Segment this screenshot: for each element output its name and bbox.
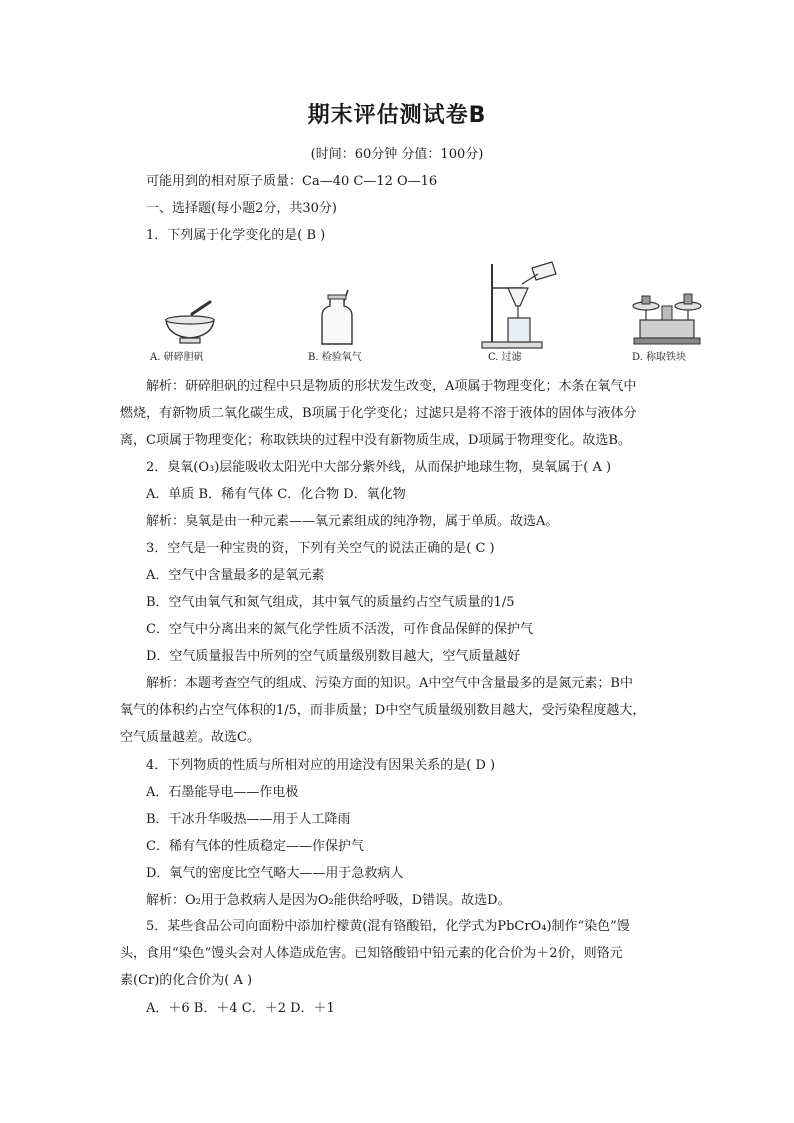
q1-analysis-line: 燃烧，有新物质二氧化碳生成，B项属于化学变化；过滤只是将不溶于液体的固体与液体分 (120, 406, 637, 421)
q3-analysis-line: 解析：本题考查空气的组成、污染方面的知识。A中空气中含量最多的是氮元素；B中 (146, 676, 633, 691)
q3-option: C．空气中分离出来的氮气化学性质不活泼，可作食品保鲜的保护气 (146, 622, 533, 637)
filtration-apparatus-icon (478, 258, 558, 350)
q5-stem-line: 素(Cr)的化合价为( A ) (120, 973, 253, 988)
q1-stem: 1．下列属于化学变化的是( B ) (146, 228, 326, 243)
q4-option: B．干冰升华吸热——用于人工降雨 (146, 812, 351, 827)
q2-analysis: 解析：臭氧是由一种元素——氧元素组成的纯净物，属于单质。故选A。 (146, 514, 559, 529)
q2-stem: 2．臭氧(O₃)层能吸收太阳光中大部分紫外线，从而保护地球生物，臭氧属于( A ) (146, 460, 612, 475)
page-title: 期末评估测试卷B (307, 103, 487, 128)
q5-stem-line: 5．某些食品公司向面粉中添加柠檬黄(混有铬酸铅，化学式为PbCrO₄)制作“染色”馒 (146, 919, 630, 934)
q3-option: D．空气质量报告中所列的空气质量级别数目越大，空气质量越好 (146, 649, 521, 664)
q1-analysis-line: 离，C项属于物理变化；称取铁块的过程中没有新物质生成，D项属于物理变化。故选B。 (120, 433, 631, 448)
q2-options: A．单质 B．稀有气体 C．化合物 D．氧化物 (146, 487, 406, 502)
q5-stem-line: 头，食用“染色”馒头会对人体造成危害。已知铬酸铅中铅元素的化合价为＋2价，则铬元 (120, 946, 623, 961)
balance-scale-icon (630, 284, 704, 346)
q4-option: C．稀有气体的性质稳定——作保护气 (146, 839, 364, 854)
q1-caption-a: A. 研碎胆矾 (150, 352, 204, 363)
atomic-mass-note: 可能用到的相对原子质量：Ca—40 C—12 O—16 (146, 174, 438, 189)
q4-option: D．氧气的密度比空气略大——用于急救病人 (146, 866, 404, 881)
q3-option: A．空气中含量最多的是氧元素 (146, 568, 325, 583)
exam-info: (时间：60分钟 分值：100分) (310, 147, 484, 162)
q1-caption-c: C. 过滤 (488, 352, 522, 363)
mortar-pestle-icon (160, 298, 220, 348)
q1-analysis-line: 解析：研碎胆矾的过程中只是物质的形状发生改变，A项属于物理变化；木条在氧气中 (146, 379, 637, 394)
q4-option: A．石墨能导电——作电极 (146, 785, 299, 800)
q5-options: A．＋6 B．＋4 C．＋2 D．＋1 (146, 1001, 335, 1016)
q4-stem: 4．下列物质的性质与所相对应的用途没有因果关系的是( D ) (146, 758, 496, 773)
q3-analysis-line: 氧气的体积约占空气体积的1/5，而非质量；D中空气质量级别数目越大，受污染程度越大， (120, 703, 646, 718)
q1-figures (140, 258, 700, 368)
q3-option: B．空气由氧气和氮气组成，其中氧气的质量约占空气质量的1/5 (146, 595, 515, 610)
q3-stem: 3．空气是一种宝贵的资，下列有关空气的说法正确的是( C ) (146, 541, 495, 556)
q4-analysis: 解析：O₂用于急救病人是因为O₂能供给呼吸，D错误。故选D。 (146, 893, 511, 908)
section-heading: 一、选择题(每小题2分，共30分) (146, 201, 337, 216)
q1-caption-b: B. 检验氧气 (308, 352, 362, 363)
gas-bottle-icon (318, 288, 358, 348)
q3-analysis-line: 空气质量越差。故选C。 (120, 730, 260, 745)
q1-caption-d: D. 称取铁块 (632, 352, 687, 363)
